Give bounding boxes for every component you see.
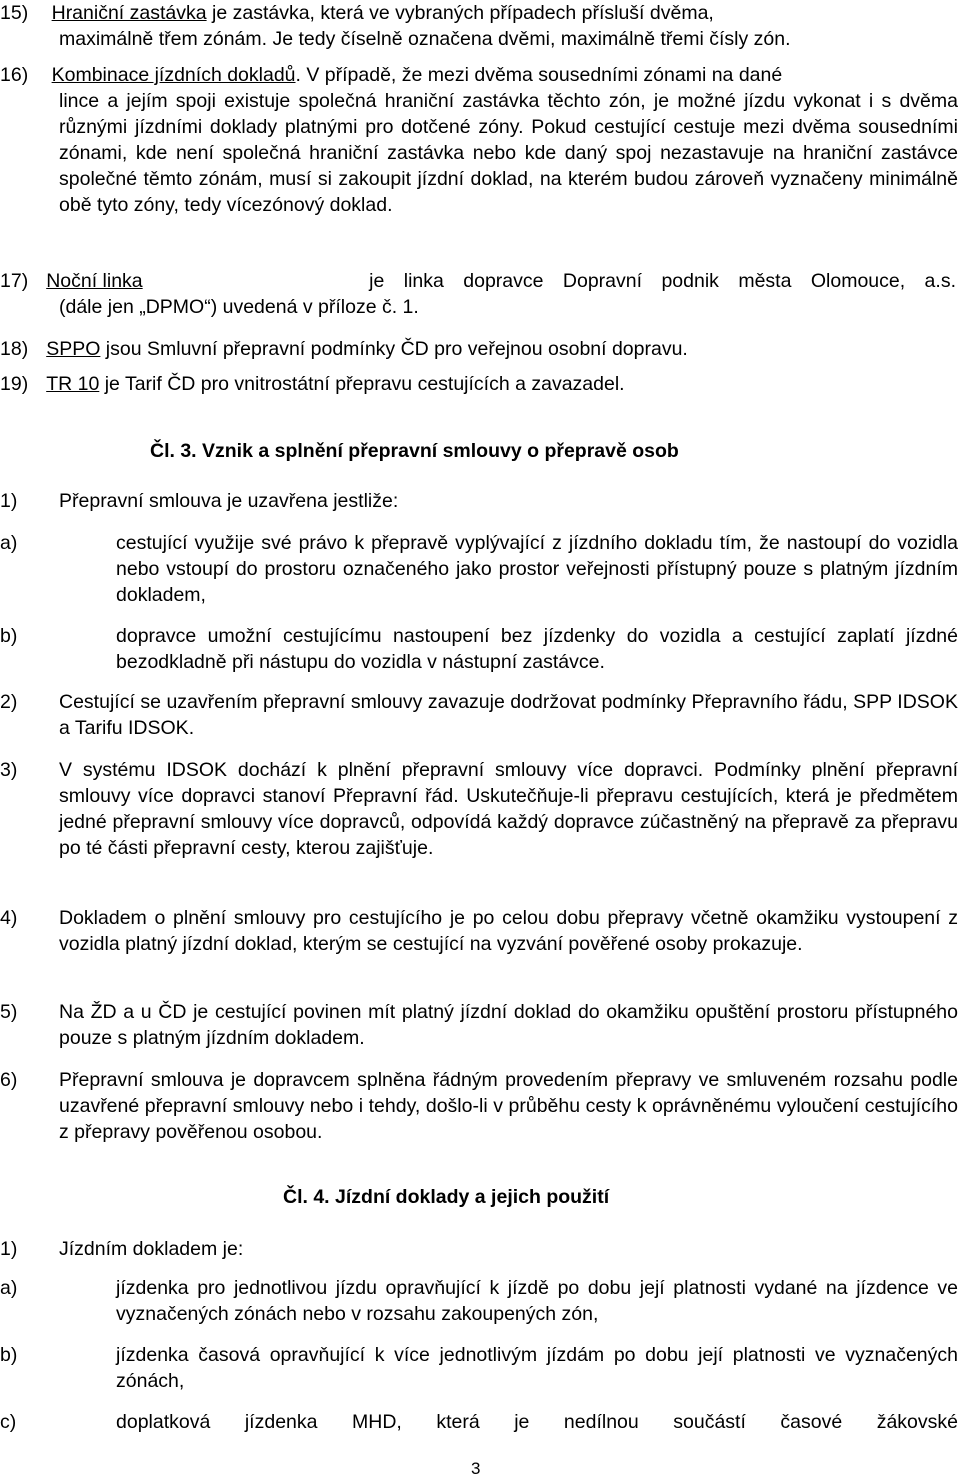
definition-term: Noční linka	[46, 270, 143, 292]
article-3-subitem-b	[0, 623, 958, 675]
subitem-letter: a)	[0, 532, 18, 554]
article-3-item-4	[0, 905, 958, 957]
item-number: 6)	[0, 1069, 18, 1091]
definition-continuation: lince a jejím spoji existuje společná hraniční zastávka těchto zón, je možné jízdu vykonat i s dvěma různými jízdními doklady platnými pro dotčené zóny. Pokud cestující cestuje mezi dvěma sousedními zónami, kde není společná hraniční zastávka nebo kde daný spoj nezastavuje na hraniční zastávce společné těmto zónám, musí si zakoupit jízdní doklad, na kterém budou zároveň vyznačeny minimálně obě tyto zóny, tedy vícezónový doklad.	[59, 90, 958, 216]
article-3-item-3	[0, 757, 958, 861]
subitem-text: jízdenka časová opravňující k více jednotlivým jízdám po dobu její platnosti ve vyznačených zónách,	[116, 1344, 958, 1392]
article-4-subitem-b	[0, 1342, 958, 1394]
subitem-letter: c)	[0, 1411, 17, 1433]
article-4-heading: Čl. 4. Jízdní doklady a jejich použití	[283, 1186, 610, 1208]
definition-term: Hraniční zastávka	[51, 2, 207, 24]
article-4-subitem-a	[0, 1275, 958, 1327]
article-3-item-5	[0, 999, 958, 1051]
definition-number: 15)	[0, 2, 29, 24]
definition-text: je zastávka, která ve vybraných případech přísluší dvěma,	[206, 2, 714, 24]
item-text: Dokladem o plnění smlouvy pro cestujícího je po celou dobu přepravy včetně okamžiku vystoupení z vozidla platný jízdní doklad, kterým se cestující na vyzvání pověřené osoby prokazuje.	[59, 907, 958, 955]
definition-term: SPPO	[46, 338, 101, 360]
definition-continuation: maximálně třem zónám. Je tedy číselně označena dvěmi, maximálně třemi čísly zón.	[59, 28, 791, 50]
item-number: 5)	[0, 1001, 18, 1023]
definition-text: jsou Smluvní přepravní podmínky ČD pro veřejnou osobní dopravu.	[100, 338, 688, 360]
article-3-item-1	[0, 488, 958, 514]
article-4-subitem-c	[0, 1409, 958, 1435]
definition-continuation: (dále jen „DPMO“) uvedená v příloze č. 1.	[59, 296, 419, 318]
item-text: Přepravní smlouva je uzavřena jestliže:	[59, 490, 399, 512]
article-3-subitem-a	[0, 530, 958, 608]
definition-text: je linka dopravce Dopravní podnik města Olomouce, a.s.	[369, 270, 956, 292]
definition-number: 16)	[0, 64, 29, 86]
definition-text: je Tarif ČD pro vnitrostátní přepravu cestujících a zavazadel.	[99, 373, 625, 395]
item-text: V systému IDSOK dochází k plnění přepravní smlouvy více dopravci. Podmínky plnění přepravní smlouvy více dopravci stanoví Přepravní řád. Uskutečňuje-li přepravu cestujících, která je předmětem jedné přepravní smlouvy více dopravců, odpovídá každý dopravce zúčastněný na přepravě za přepravu po té části přepravní cesty, kterou zajišťuje.	[59, 759, 958, 859]
item-number: 2)	[0, 691, 18, 713]
definition-text: . V případě, že mezi dvěma sousedními zónami na dané	[295, 64, 783, 86]
item-number: 1)	[0, 1238, 18, 1260]
definition-16	[0, 62, 958, 218]
subitem-letter: b)	[0, 625, 18, 647]
page-number: 3	[471, 1459, 481, 1478]
definition-18	[0, 336, 958, 362]
article-4-item-1	[0, 1236, 958, 1262]
article-3-item-2	[0, 689, 958, 741]
definition-number: 19)	[0, 373, 29, 395]
article-3-heading: Čl. 3. Vznik a splnění přepravní smlouvy o přepravě osob	[150, 440, 679, 462]
subitem-letter: a)	[0, 1277, 18, 1299]
subitem-text: cestující využije své právo k přepravě vyplývající z jízdního dokladu tím, že nastoupí do vozidla nebo vstoupí do prostoru označeného jako prostor veřejnosti přístupný pouze s platným jízdním dokladem,	[116, 532, 958, 606]
definition-number: 18)	[0, 338, 29, 360]
item-text: Přepravní smlouva je dopravcem splněna řádným provedením přepravy ve smluveném rozsahu podle uzavřené přepravní smlouvy nebo i tehdy, došlo-li v průběhu cesty k oprávněnému vyloučení cestujícího z přepravy pověřenou osobou.	[59, 1069, 958, 1143]
definition-17	[0, 268, 958, 320]
item-number: 1)	[0, 490, 18, 512]
definition-term: TR 10	[46, 373, 100, 395]
item-text: Na ŽD a u ČD je cestující povinen mít platný jízdní doklad do okamžiku opuštění prostoru přístupného pouze s platným jízdním dokladem.	[59, 1001, 958, 1049]
subitem-text: dopravce umožní cestujícímu nastoupení bez jízdenky do vozidla a cestující zaplatí jízdné bezodkladně při nástupu do vozidla v nástupní zastávce.	[116, 625, 958, 673]
subitem-letter: b)	[0, 1344, 18, 1366]
item-text: Cestující se uzavřením přepravní smlouvy zavazuje dodržovat podmínky Přepravního řádu, SPP IDSOK a Tarifu IDSOK.	[59, 691, 958, 739]
definition-15	[0, 0, 958, 52]
item-number: 3)	[0, 759, 18, 781]
definition-number: 17)	[0, 270, 29, 292]
definition-term: Kombinace jízdních dokladů	[51, 64, 296, 86]
subitem-text: doplatková jízdenka MHD, která je nedílnou součástí časové žákovské	[116, 1411, 958, 1433]
item-text: Jízdním dokladem je:	[59, 1238, 244, 1260]
subitem-text: jízdenka pro jednotlivou jízdu opravňující k jízdě po dobu její platnosti vydané na jízdence ve vyznačených zónách nebo v rozsahu zakoupených zón,	[116, 1277, 958, 1325]
definition-19	[0, 371, 958, 397]
article-3-item-6	[0, 1067, 958, 1145]
item-number: 4)	[0, 907, 18, 929]
